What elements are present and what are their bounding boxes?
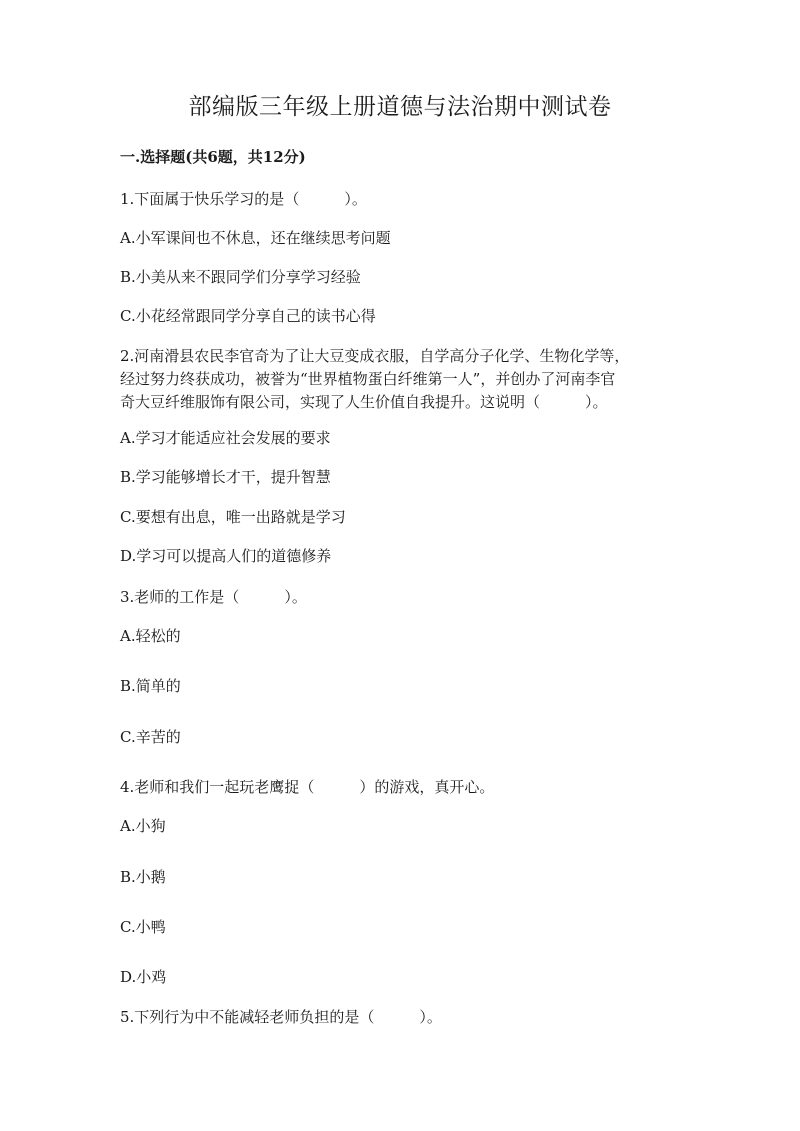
question-2-option-c: C.要想有出息，唯一出路就是学习 <box>120 508 346 526</box>
question-1-option-c: C.小花经常跟同学分享自己的读书心得 <box>120 307 376 325</box>
question-3-option-b: B.简单的 <box>120 677 181 695</box>
question-3-option-c: C.辛苦的 <box>120 728 181 746</box>
question-1-option-a: A.小军课间也不休息，还在继续思考问题 <box>120 229 391 247</box>
question-4-stem: 4.老师和我们一起玩老鹰捉（ ）的游戏，真开心。 <box>120 778 495 796</box>
question-4-option-b: B.小鹅 <box>120 868 166 886</box>
question-2-stem-line-2: 经过努力终获成功，被誉为“世界植物蛋白纤维第一人”，并创办了河南李官 <box>120 370 616 388</box>
question-2-option-a: A.学习才能适应社会发展的要求 <box>120 429 331 447</box>
question-3-option-a: A.轻松的 <box>120 627 181 645</box>
question-1-stem: 1.下面属于快乐学习的是（ ）。 <box>120 190 367 208</box>
question-5-stem: 5.下列行为中不能减轻老师负担的是（ ）。 <box>120 1008 442 1026</box>
question-2-stem-line-3: 奇大豆纤维服饰有限公司，实现了人生价值自我提升。这说明（ ）。 <box>120 393 608 411</box>
question-1-option-b: B.小美从来不跟同学们分享学习经验 <box>120 268 361 286</box>
question-4-option-d: D.小鸡 <box>120 968 167 986</box>
question-2-stem-line-1: 2.河南滑县农民李官奇为了让大豆变成衣服，自学高分子化学、生物化学等， <box>120 347 630 365</box>
page-title: 部编版三年级上册道德与法治期中测试卷 <box>188 94 612 120</box>
question-4-option-c: C.小鸭 <box>120 918 166 936</box>
question-2-option-b: B.学习能够增长才干，提升智慧 <box>120 468 331 486</box>
question-3-stem: 3.老师的工作是（ ）。 <box>120 588 307 606</box>
question-4-option-a: A.小狗 <box>120 817 166 835</box>
section-heading: 一.选择题(共6题，共12分) <box>120 148 306 166</box>
question-2-stem <box>120 345 680 414</box>
question-2-option-d: D.学习可以提高人们的道德修养 <box>120 547 332 565</box>
